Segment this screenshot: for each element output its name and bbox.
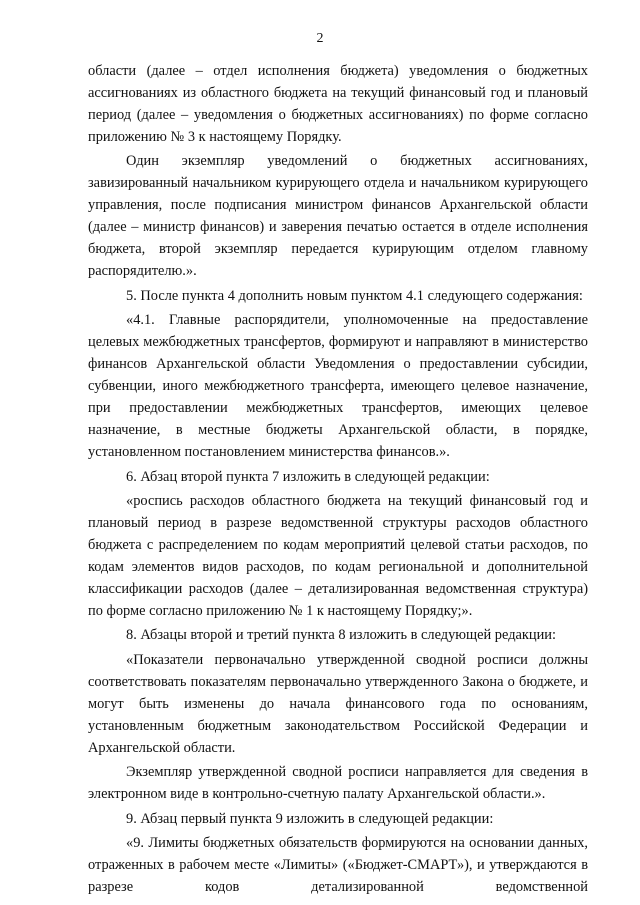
paragraph-approved-copy: Экземпляр утвержденной сводной росписи направляется для сведения в электронном виде в контрольно-счетную палату Архангельской области.». (88, 764, 588, 803)
paragraph-notification-copies: Один экземпляр уведомлений о бюджетных ассигнованиях, завизированный начальником курирующего отдела и начальником курирующего управления, после подписания министром финансов Архангельской области (далее – министр финансов) и заверения печатью остается в отделе исполнения бюджета, второй экземпляр передается курирующим отделом главному распорядителю.». (88, 153, 588, 280)
paragraph-item-4-1: «4.1. Главные распорядители, уполномоченные на предоставление целевых межбюджетных трансфертов, формируют и направляют в министерство финансов Архангельской области Уведомления о предоставлении субсидии, субвенции, иного межбюджетного трансферта, имеющего целевое назначение, при предоставлении межбюджетных трансфертов, имеющих целевое назначение, в местные бюджеты Архангельской области, в порядке, установленном постановлением министерства финансов.». (88, 312, 588, 461)
paragraph-item-9: 9. Абзац первый пункта 9 изложить в следующей редакции: (126, 810, 494, 827)
document-body (88, 60, 588, 898)
paragraph-expense-schedule: «роспись расходов областного бюджета на текущий финансовый год и плановый период в разрезе ведомственной структуры расходов областного бюджета с распределением по кодам мероприятий целевой статьи расходов, по кодам элементов видов расходов, по кодам региональной и дополнительной классификации расходов (далее – детализированная ведомственная структура) по форме согласно приложению № 1 к настоящему Порядку;». (88, 492, 588, 619)
page-number: 2 (316, 31, 324, 46)
paragraph-initial-indicators: «Показатели первоначально утвержденной сводной росписи должны соответствовать показателям первоначально утвержденного Закона о бюджете, и могут быть изменены до начала финансового года по основаниям, установленным бюджетным законодательством Российской Федерации и Архангельской области. (88, 651, 588, 756)
paragraph-budget-limits: «9. Лимиты бюджетных обязательств формируются на основании данных, отраженных в рабочем месте «Лимиты» («Бюджет-СМАРТ»), и утверждаются в разрезе кодов детализированной ведомственной (88, 834, 588, 895)
paragraph-item-5: 5. После пункта 4 дополнить новым пунктом 4.1 следующего содержания: (126, 287, 583, 304)
paragraph-item-8: 8. Абзацы второй и третий пункта 8 изложить в следующей редакции: (126, 627, 556, 644)
paragraph-item-6: 6. Абзац второй пункта 7 изложить в следующей редакции: (126, 468, 490, 485)
paragraph-notification-forms: области (далее – отдел исполнения бюджета) уведомления о бюджетных ассигнованиях из областного бюджета на текущий финансовый год и плановый период (далее – уведомления о бюджетных ассигнованиях) по форме согласно приложению № 3 к настоящему Порядку. (88, 63, 588, 145)
